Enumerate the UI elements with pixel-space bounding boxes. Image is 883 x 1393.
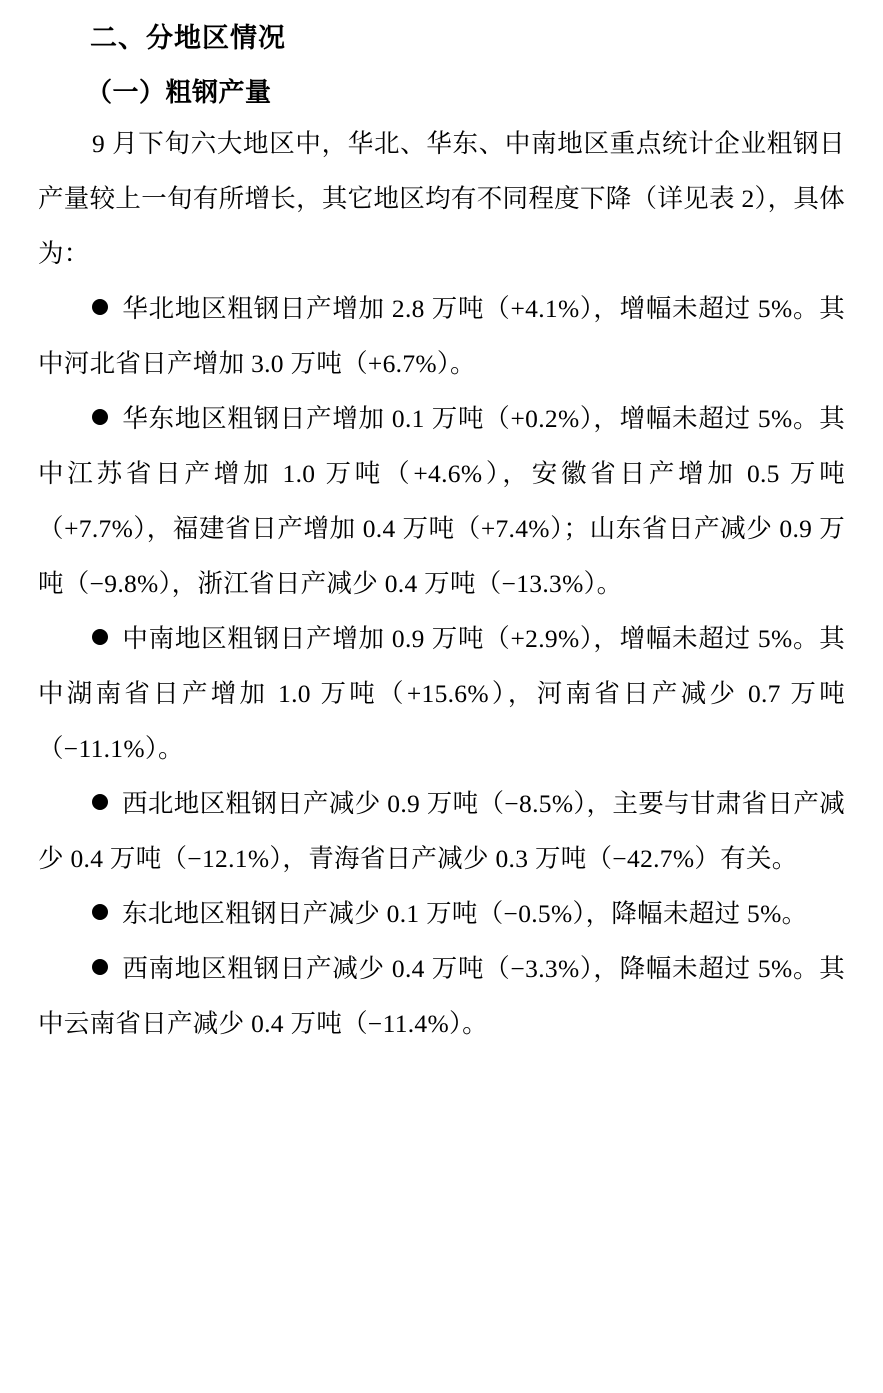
bullet-text: 东北地区粗钢日产减少 0.1 万吨（−0.5%），降幅未超过 5%。 [122, 898, 808, 928]
bullet-text: 西南地区粗钢日产减少 0.4 万吨（−3.3%），降幅未超过 5%。其中云南省日产减少 0.4 万吨（−11.4%）。 [38, 953, 845, 1038]
bullet-dot-icon [92, 409, 108, 425]
bullet-item-xinan [38, 941, 845, 1051]
bullet-dot-icon [92, 629, 108, 645]
bullet-dot-icon [92, 299, 108, 315]
bullet-text: 西北地区粗钢日产减少 0.9 万吨（−8.5%），主要与甘肃省日产减少 0.4 万吨（−12.1%），青海省日产减少 0.3 万吨（−42.7%）有关。 [38, 788, 845, 873]
bullet-item-dongbei [38, 886, 845, 941]
bullet-item-huabei [38, 281, 845, 391]
bullet-item-huadong [38, 391, 845, 611]
bullet-item-xibei [38, 776, 845, 886]
bullet-text: 华北地区粗钢日产增加 2.8 万吨（+4.1%），增幅未超过 5%。其中河北省日产增加 3.0 万吨（+6.7%）。 [38, 293, 845, 378]
section-heading: 二、分地区情况 [90, 23, 286, 53]
bullet-dot-icon [92, 959, 108, 975]
subsection-heading: （一）粗钢产量 [86, 76, 272, 107]
bullet-dot-icon [92, 794, 108, 810]
bullet-item-zhongnan [38, 611, 845, 776]
bullet-text: 华东地区粗钢日产增加 0.1 万吨（+0.2%），增幅未超过 5%。其中江苏省日产增加 1.0 万吨（+4.6%），安徽省日产增加 0.5 万吨（+7.7%），福建省日产增加 0.4 万吨（+7.4%）；山东省日产减少 0.9 万吨（−9.8%），浙江省日产减少 0.4 万吨（−13.3%）。 [38, 403, 845, 598]
bullet-text: 中南地区粗钢日产增加 0.9 万吨（+2.9%），增幅未超过 5%。其中湖南省日产增加 1.0 万吨（+15.6%），河南省日产减少 0.7 万吨（−11.1%）。 [38, 623, 845, 763]
bullet-dot-icon [92, 904, 108, 920]
intro-paragraph: 9 月下旬六大地区中，华北、华东、中南地区重点统计企业粗钢日产量较上一旬有所增长，其它地区均有不同程度下降（详见表 2），具体为： [38, 128, 845, 268]
